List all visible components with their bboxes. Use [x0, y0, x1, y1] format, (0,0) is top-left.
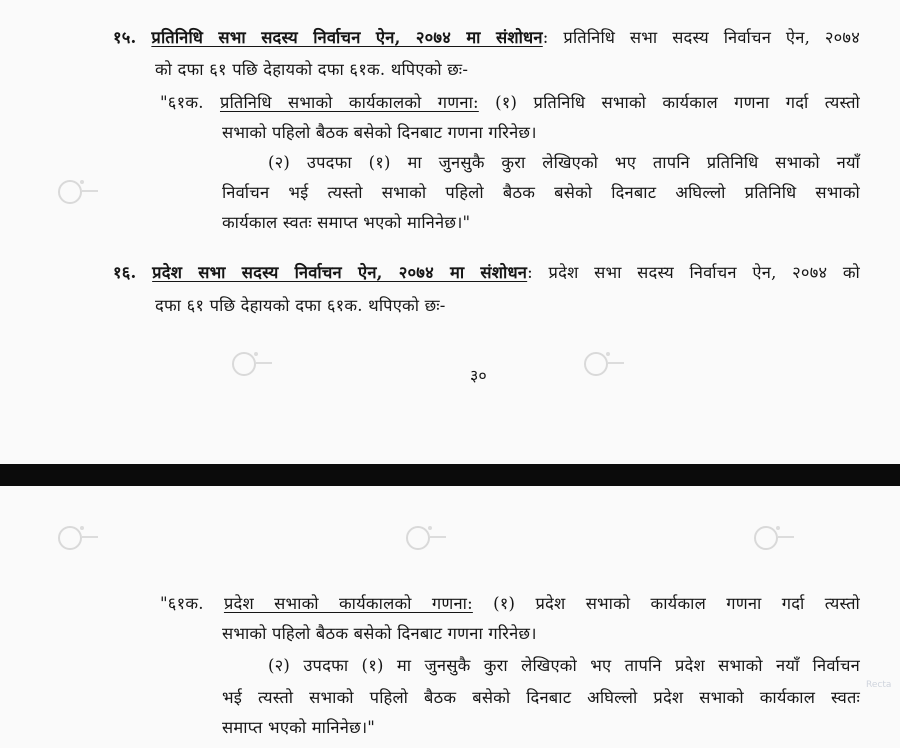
watermark-logo-icon [232, 350, 272, 374]
section-15-text-1: : प्रतिनिधि सभा सदस्य निर्वाचन ऐन, २०७४ [542, 28, 860, 47]
section-16-line-2: दफा ६१ पछि देहायको दफा ६१क. थपिएको छः- [155, 296, 446, 315]
section-16-quote-line-5: समाप्त भएको मानिनेछ।" [222, 718, 376, 737]
section-15-quote-line-3: (२) उपदफा (१) मा जुनसुकै कुरा लेखिएको भए तापनि प्रतिनिधि सभाको नयाँ [268, 153, 860, 172]
watermark-logo-icon [406, 524, 446, 548]
quote-open: "६१क. [160, 93, 220, 112]
watermark-logo-icon [754, 524, 794, 548]
section-15-number: १५. [113, 28, 137, 47]
quote-heading: प्रदेश सभाको कार्यकालको गणना: [223, 594, 473, 613]
watermark-logo-icon [584, 350, 624, 374]
quote-text-1: (१) प्रदेश सभाको कार्यकाल गणना गर्दा त्यस्तो [472, 594, 860, 613]
section-16-heading: प्रदेश सभा सदस्य निर्वाचन ऐन, २०७४ मा संशोधन [152, 263, 528, 282]
section-16-quote-line-4: भई त्यस्तो सभाको पहिलो बैठक बसेको दिनबाट अघिल्लो प्रदेश सभाको कार्यकाल स्वतः [222, 688, 860, 707]
section-15-line-2: को दफा ६१ पछि देहायको दफा ६१क. थपिएको छः- [155, 60, 469, 79]
page-number: ३० [470, 366, 487, 385]
quote-text-1: (१) प्रतिनिधि सभाको कार्यकाल गणना गर्दा त्यस्तो [478, 93, 860, 112]
section-15-line-1 [113, 26, 860, 50]
section-15-quote-line-4: निर्वाचन भई त्यस्तो सभाको पहिलो बैठक बसेको दिनबाट अघिल्लो प्रतिनिधि सभाको [222, 183, 860, 202]
watermark-logo-icon [58, 178, 98, 202]
corner-watermark-text: Recta [866, 680, 892, 690]
watermark-logo-icon [58, 524, 98, 548]
quote-heading: प्रतिनिधि सभाको कार्यकालको गणना: [219, 93, 479, 112]
section-15-quote-line-2: सभाको पहिलो बैठक बसेको दिनबाट गणना गरिनेछ। [222, 123, 537, 142]
section-15-heading: प्रतिनिधि सभा सदस्य निर्वाचन ऐन, २०७४ मा संशोधन [151, 28, 543, 47]
section-16-quote-line-2: सभाको पहिलो बैठक बसेको दिनबाट गणना गरिनेछ। [222, 624, 537, 643]
section-16-quote-line-3: (२) उपदफा (१) मा जुनसुकै कुरा लेखिएको भए तापनि प्रदेश सभाको नयाँ निर्वाचन [268, 656, 860, 675]
page-separator [0, 464, 900, 486]
section-16-number: १६. [113, 263, 137, 282]
section-15-quote-line-1 [160, 91, 860, 115]
quote-open: "६१क. [160, 594, 224, 613]
section-16-text-1: : प्रदेश सभा सदस्य निर्वाचन ऐन, २०७४ को [527, 263, 861, 282]
section-16-quote-line-1 [160, 592, 860, 616]
section-16-line-1 [113, 261, 860, 285]
section-15-quote-line-5: कार्यकाल स्वतः समाप्त भएको मानिनेछ।" [222, 213, 471, 232]
